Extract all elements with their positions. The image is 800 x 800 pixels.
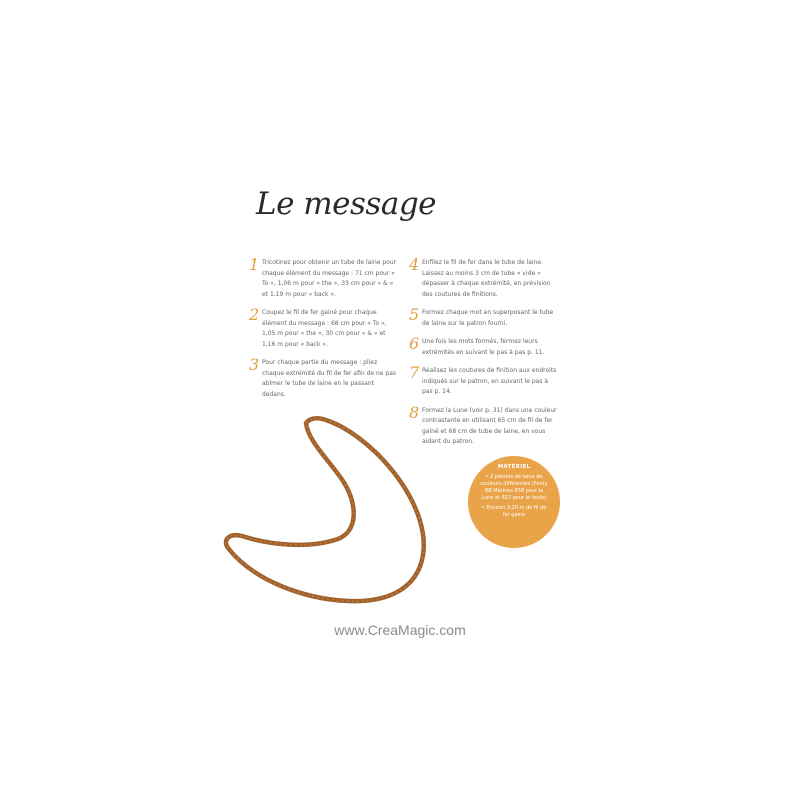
step-text: Formez la Lune (voir p. 31) dans une couleur contrastante en utilisant 65 cm de fil de fer gainé et 68 cm de tube de laine, en vous aidant du patron. xyxy=(422,406,557,445)
step-text: Pour chaque partie du message : pliez chaque extrémité du fil de fer afin de ne pas abîmer le tube de laine en le passant dedans. xyxy=(262,359,397,398)
step-item xyxy=(409,255,559,300)
page-title: Le message xyxy=(256,186,437,222)
step-number: 1 xyxy=(249,255,260,274)
materiel-item: • 2 pelotes de laine de couleurs différentes (Fonty BB Mérinos 858 pour la Lune et 822 pour le texte) xyxy=(480,474,548,501)
materiel-badge xyxy=(468,456,560,548)
step-number: 6 xyxy=(409,334,420,353)
step-item xyxy=(249,355,399,400)
step-number: 8 xyxy=(409,402,420,422)
step-item xyxy=(249,255,399,300)
step-text: Une fois les mots formés, fermez leurs extrémités en suivant le pas à pas p. 11. xyxy=(422,338,545,356)
step-text: Enfilez le fil de fer dans le tube de laine. Laissez au moins 3 cm de tube « vide » dépasser à chaque extrémité, en prévision des coutures de finitions. xyxy=(422,259,551,298)
step-number: 4 xyxy=(409,255,420,274)
step-text: Réalisez les coutures de finition aux endroits indiqués sur le patron, en suivant le pas à pas p. 14. xyxy=(422,367,557,395)
materiel-item: • Environ 3,20 m de fil de fer gainé xyxy=(481,505,547,518)
step-text: Coupez le fil de fer gainé pour chaque élément du message : 68 cm pour « To », 1,05 m pour « the », 30 cm pour « & » et 1,16 m pour « back ». xyxy=(262,309,387,348)
steps-column-left xyxy=(249,255,399,408)
step-number: 5 xyxy=(409,305,420,324)
step-item xyxy=(409,334,559,358)
crescent-moon-illustration xyxy=(218,415,448,610)
step-text: Formez chaque mot en superposant le tube de laine sur le patron fourni. xyxy=(422,309,554,327)
step-number: 2 xyxy=(249,305,260,324)
materiel-title: MATÉRIEL xyxy=(497,464,531,470)
step-text: Tricotinez pour obtenir un tube de laine pour chaque élément du message : 71 cm pour « To », 1,06 m pour « the », 33 cm pour « & » et 1,19 m pour « back ». xyxy=(262,259,397,298)
step-number: 3 xyxy=(249,355,260,374)
step-item xyxy=(409,305,559,329)
step-item xyxy=(249,305,399,350)
step-number: 7 xyxy=(409,363,420,382)
step-item xyxy=(409,363,559,398)
watermark: www.CreaMagic.com xyxy=(334,622,466,638)
crescent-moon-wire xyxy=(226,418,424,601)
